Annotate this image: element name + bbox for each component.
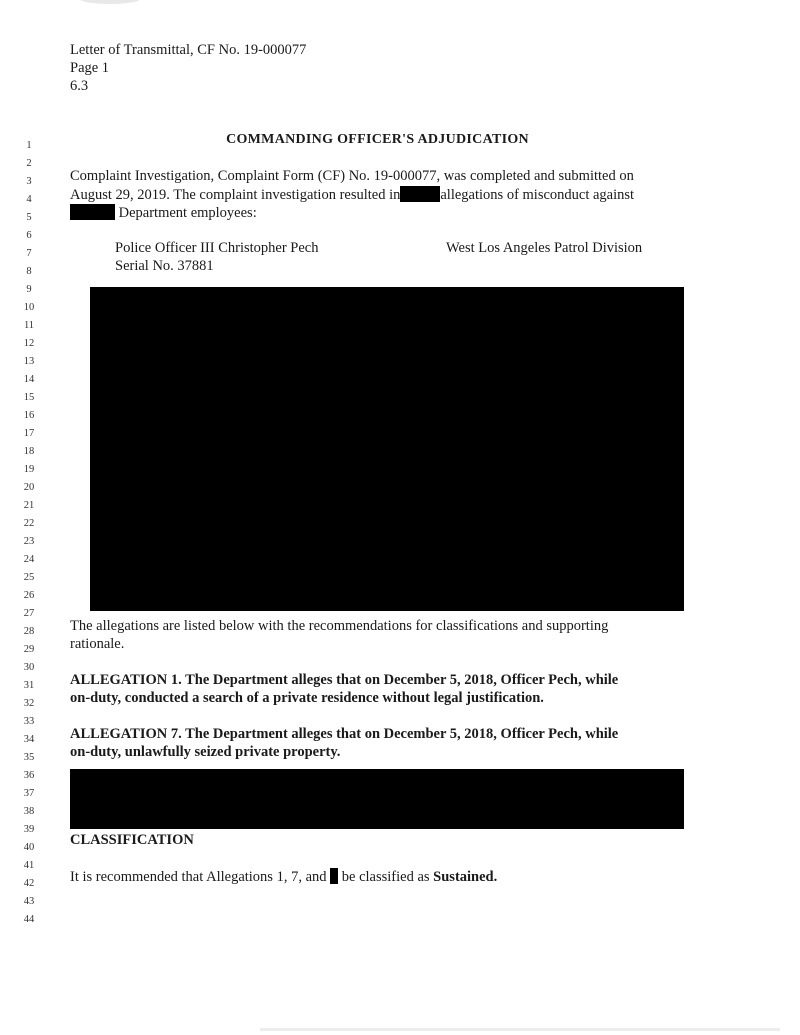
- line-number: 18: [23, 446, 35, 457]
- line-number: 20: [23, 482, 35, 493]
- line-number: 9: [26, 284, 32, 295]
- line-number: 17: [23, 428, 35, 439]
- header-section: 6.3: [70, 78, 89, 94]
- line-number: 6: [26, 230, 32, 241]
- line-number: 37: [23, 788, 35, 799]
- line-number: 22: [23, 518, 35, 529]
- allegation-1-line-2: on-duty, conducted a search of a private residence without legal justification.: [70, 690, 544, 706]
- allegations-intro-line-1: The allegations are listed below with the recommendations for classifications and supporting: [70, 618, 609, 634]
- allegation-7-line-2: on-duty, unlawfully seized private property.: [70, 744, 341, 760]
- line-number: 30: [23, 662, 35, 673]
- classification-heading: CLASSIFICATION: [70, 832, 194, 848]
- line-number: 10: [23, 302, 35, 313]
- employee-serial: Serial No. 37881: [115, 258, 214, 274]
- allegation-7-line-1: ALLEGATION 7. The Department alleges that on December 5, 2018, Officer Pech, while: [70, 726, 619, 742]
- employee-division: West Los Angeles Patrol Division: [446, 240, 643, 256]
- redaction-count: [400, 186, 440, 202]
- scan-artifact: [80, 0, 140, 4]
- line-number: 21: [23, 500, 35, 511]
- line-number: 29: [23, 644, 35, 655]
- line-number: 11: [23, 320, 35, 331]
- redaction-employee-count: [70, 204, 115, 220]
- line-number: 1: [26, 140, 32, 151]
- line-number: 24: [23, 554, 35, 565]
- line-number: 44: [23, 914, 35, 925]
- line-number: 16: [23, 410, 35, 421]
- intro-line-2: [70, 186, 634, 204]
- header-reference: Letter of Transmittal, CF No. 19-000077: [70, 42, 307, 58]
- line-number: 12: [23, 338, 35, 349]
- line-number: 8: [26, 266, 32, 277]
- classification-verdict: Sustained.: [433, 869, 498, 885]
- line-number: 38: [23, 806, 35, 817]
- line-number: 2: [26, 158, 32, 169]
- line-number: 31: [23, 680, 35, 691]
- line-number: 35: [23, 752, 35, 763]
- line-number: 19: [23, 464, 35, 475]
- redaction-block-large: [90, 287, 684, 611]
- line-number: 40: [23, 842, 35, 853]
- intro-line-2a: August 29, 2019. The complaint investigation resulted in: [70, 187, 401, 203]
- intro-line-1: Complaint Investigation, Complaint Form (CF) No. 19-000077, was completed and submitted on: [70, 168, 634, 184]
- header-page: Page 1: [70, 60, 110, 76]
- intro-line-2b: allegations of misconduct against: [440, 187, 635, 203]
- page-title: COMMANDING OFFICER'S ADJUDICATION: [226, 132, 529, 147]
- line-number: 41: [23, 860, 35, 871]
- classification-text-b: be classified as: [341, 869, 430, 885]
- line-number: 39: [23, 824, 35, 835]
- line-number: 14: [23, 374, 35, 385]
- line-number: 5: [26, 212, 32, 223]
- line-number: 7: [26, 248, 32, 259]
- line-number: 25: [23, 572, 35, 583]
- line-number: 4: [26, 194, 32, 205]
- redaction-allegation-number: [330, 868, 338, 884]
- line-number: 34: [23, 734, 35, 745]
- line-number: 32: [23, 698, 35, 709]
- line-number: 13: [23, 356, 35, 367]
- scan-artifact-bottom: [260, 1028, 780, 1031]
- allegations-intro-line-2: rationale.: [70, 636, 125, 652]
- line-number: 23: [23, 536, 35, 547]
- line-number: 28: [23, 626, 35, 637]
- line-number: 27: [23, 608, 35, 619]
- allegation-1-line-1: ALLEGATION 1. The Department alleges that on December 5, 2018, Officer Pech, while: [70, 672, 619, 688]
- line-number: 15: [23, 392, 35, 403]
- line-number: 43: [23, 896, 35, 907]
- line-number: 42: [23, 878, 35, 889]
- redaction-block-allegation: [70, 769, 684, 829]
- line-number: 36: [23, 770, 35, 781]
- line-number: 33: [23, 716, 35, 727]
- intro-line-3-text: Department employees:: [118, 205, 257, 221]
- classification-text: [70, 868, 497, 886]
- classification-text-a: It is recommended that Allegations 1, 7, and: [70, 869, 327, 885]
- line-number: 26: [23, 590, 35, 601]
- employee-rank-name: Police Officer III Christopher Pech: [115, 240, 319, 256]
- line-number: 3: [26, 176, 32, 187]
- intro-line-3: [70, 204, 257, 222]
